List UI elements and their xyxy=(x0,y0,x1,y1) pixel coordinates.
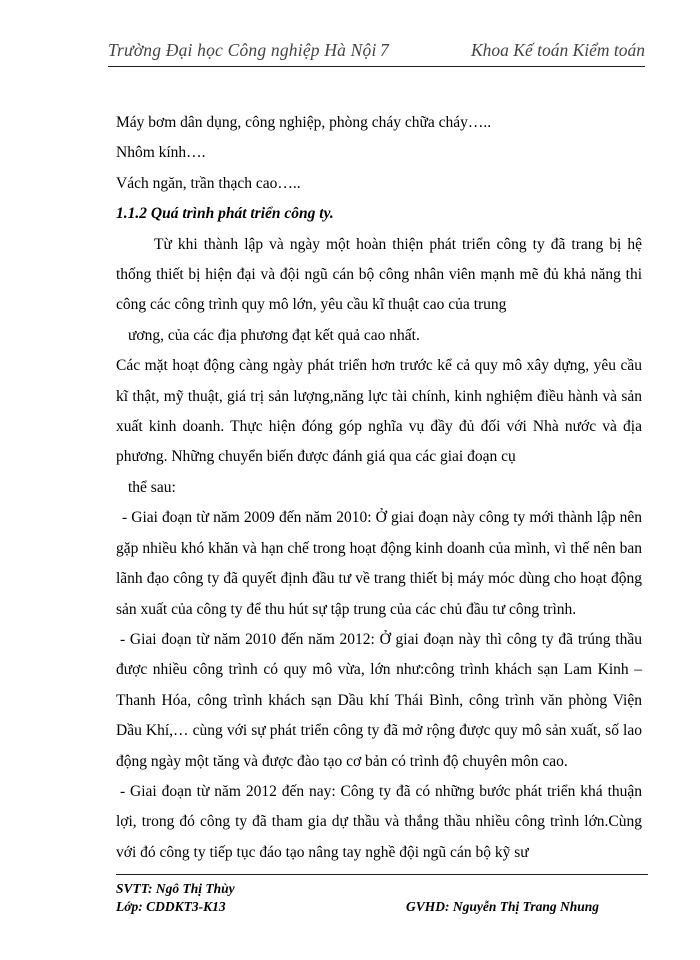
footer-rule xyxy=(116,874,648,875)
header-rule xyxy=(108,66,645,67)
paragraph: - Giai đoạn từ năm 2012 đến nay: Công ty đã có những bước phát triển khá thuận lợi, trong đó công ty đã tham gia dự thầu và thắng thầu nhiều công trình lớn.Cùng với đó công ty tiếp tục đáo tạo nâng tay nghề đội ngũ cán bộ kỹ sư xyxy=(116,782,642,861)
school-name: Trường Đại học Công nghiệp Hà Nội xyxy=(108,40,377,60)
document-body xyxy=(116,108,642,868)
body-line: Nhôm kính…. xyxy=(116,144,206,162)
paragraph: - Giai đoạn từ năm 2009 đến năm 2010: Ở giai đoạn này công ty mới thành lập nên gặp nhiều khó khăn và hạn chế trong hoạt động kinh doanh của mình, vì thế nên ban lãnh đạo công ty đã quyết định đầu tư về trang thiết bị máy móc dùng cho hoạt động sản xuất của công ty để thu hút sự tập trung của các chủ đầu tư công trình. xyxy=(116,509,642,618)
paragraph: ương, của các địa phương đạt kết quả cao nhất. xyxy=(128,326,420,344)
page-number: 7 xyxy=(380,40,389,60)
paragraph: Từ khi thành lập và ngày một hoàn thiện phát triển công ty đã trang bị hệ thống thiết bị hiện đại và đội ngũ cán bộ công nhân viên mạnh mẽ đủ khả năng thi công các công trình quy mô lớn, yêu cầu kĩ thuật cao của trung xyxy=(116,235,642,314)
paragraph: Các mặt hoạt động càng ngày phát triển hơn trước kể cả quy mô xây dựng, yêu cầu kĩ thật, mỹ thuật, giá trị sản lượng,năng lực tài chính, kinh nghiệm điều hành và sản xuất kinh doanh. Thực hiện đóng góp nghĩa vụ đầy đủ đối với Nhà nước và địa phương. Những chuyển biến được đánh giá qua các giai đoạn cụ xyxy=(116,357,642,466)
paragraph: thể sau: xyxy=(128,478,176,496)
paragraph: - Giai đoạn từ năm 2010 đến năm 2012: Ở giai đoạn này thì công ty đã trúng thầu được nhiều công trình có quy mô vừa, lớn như:công trình khách sạn Lam Kinh – Thanh Hóa, công trình khách sạn Dầu khí Thái Bình, công trình văn phòng Viện Dầu Khí,… cùng với sự phát triển công ty đã mở rộng được quy mô sản xuất, số lao động ngày một tăng và được đào tạo cơ bản có trình độ chuyên môn cao. xyxy=(116,630,642,770)
page-header xyxy=(108,38,645,66)
faculty-name: Khoa Kế toán Kiểm toán xyxy=(470,40,645,60)
body-line: Máy bơm dân dụng, công nghiệp, phòng cháy chữa cháy….. xyxy=(116,114,492,131)
page-footer xyxy=(116,874,648,919)
advisor-name: GVHD: Nguyễn Thị Trang Nhung xyxy=(406,899,600,914)
class-name: Lớp: CDDKT3-K13 xyxy=(116,899,226,914)
body-line: Vách ngăn, trần thạch cao….. xyxy=(116,174,301,192)
student-name: SVTT: Ngô Thị Thùy xyxy=(116,881,235,896)
section-title: 1.1.2 Quá trình phát triển công ty. xyxy=(116,205,334,223)
